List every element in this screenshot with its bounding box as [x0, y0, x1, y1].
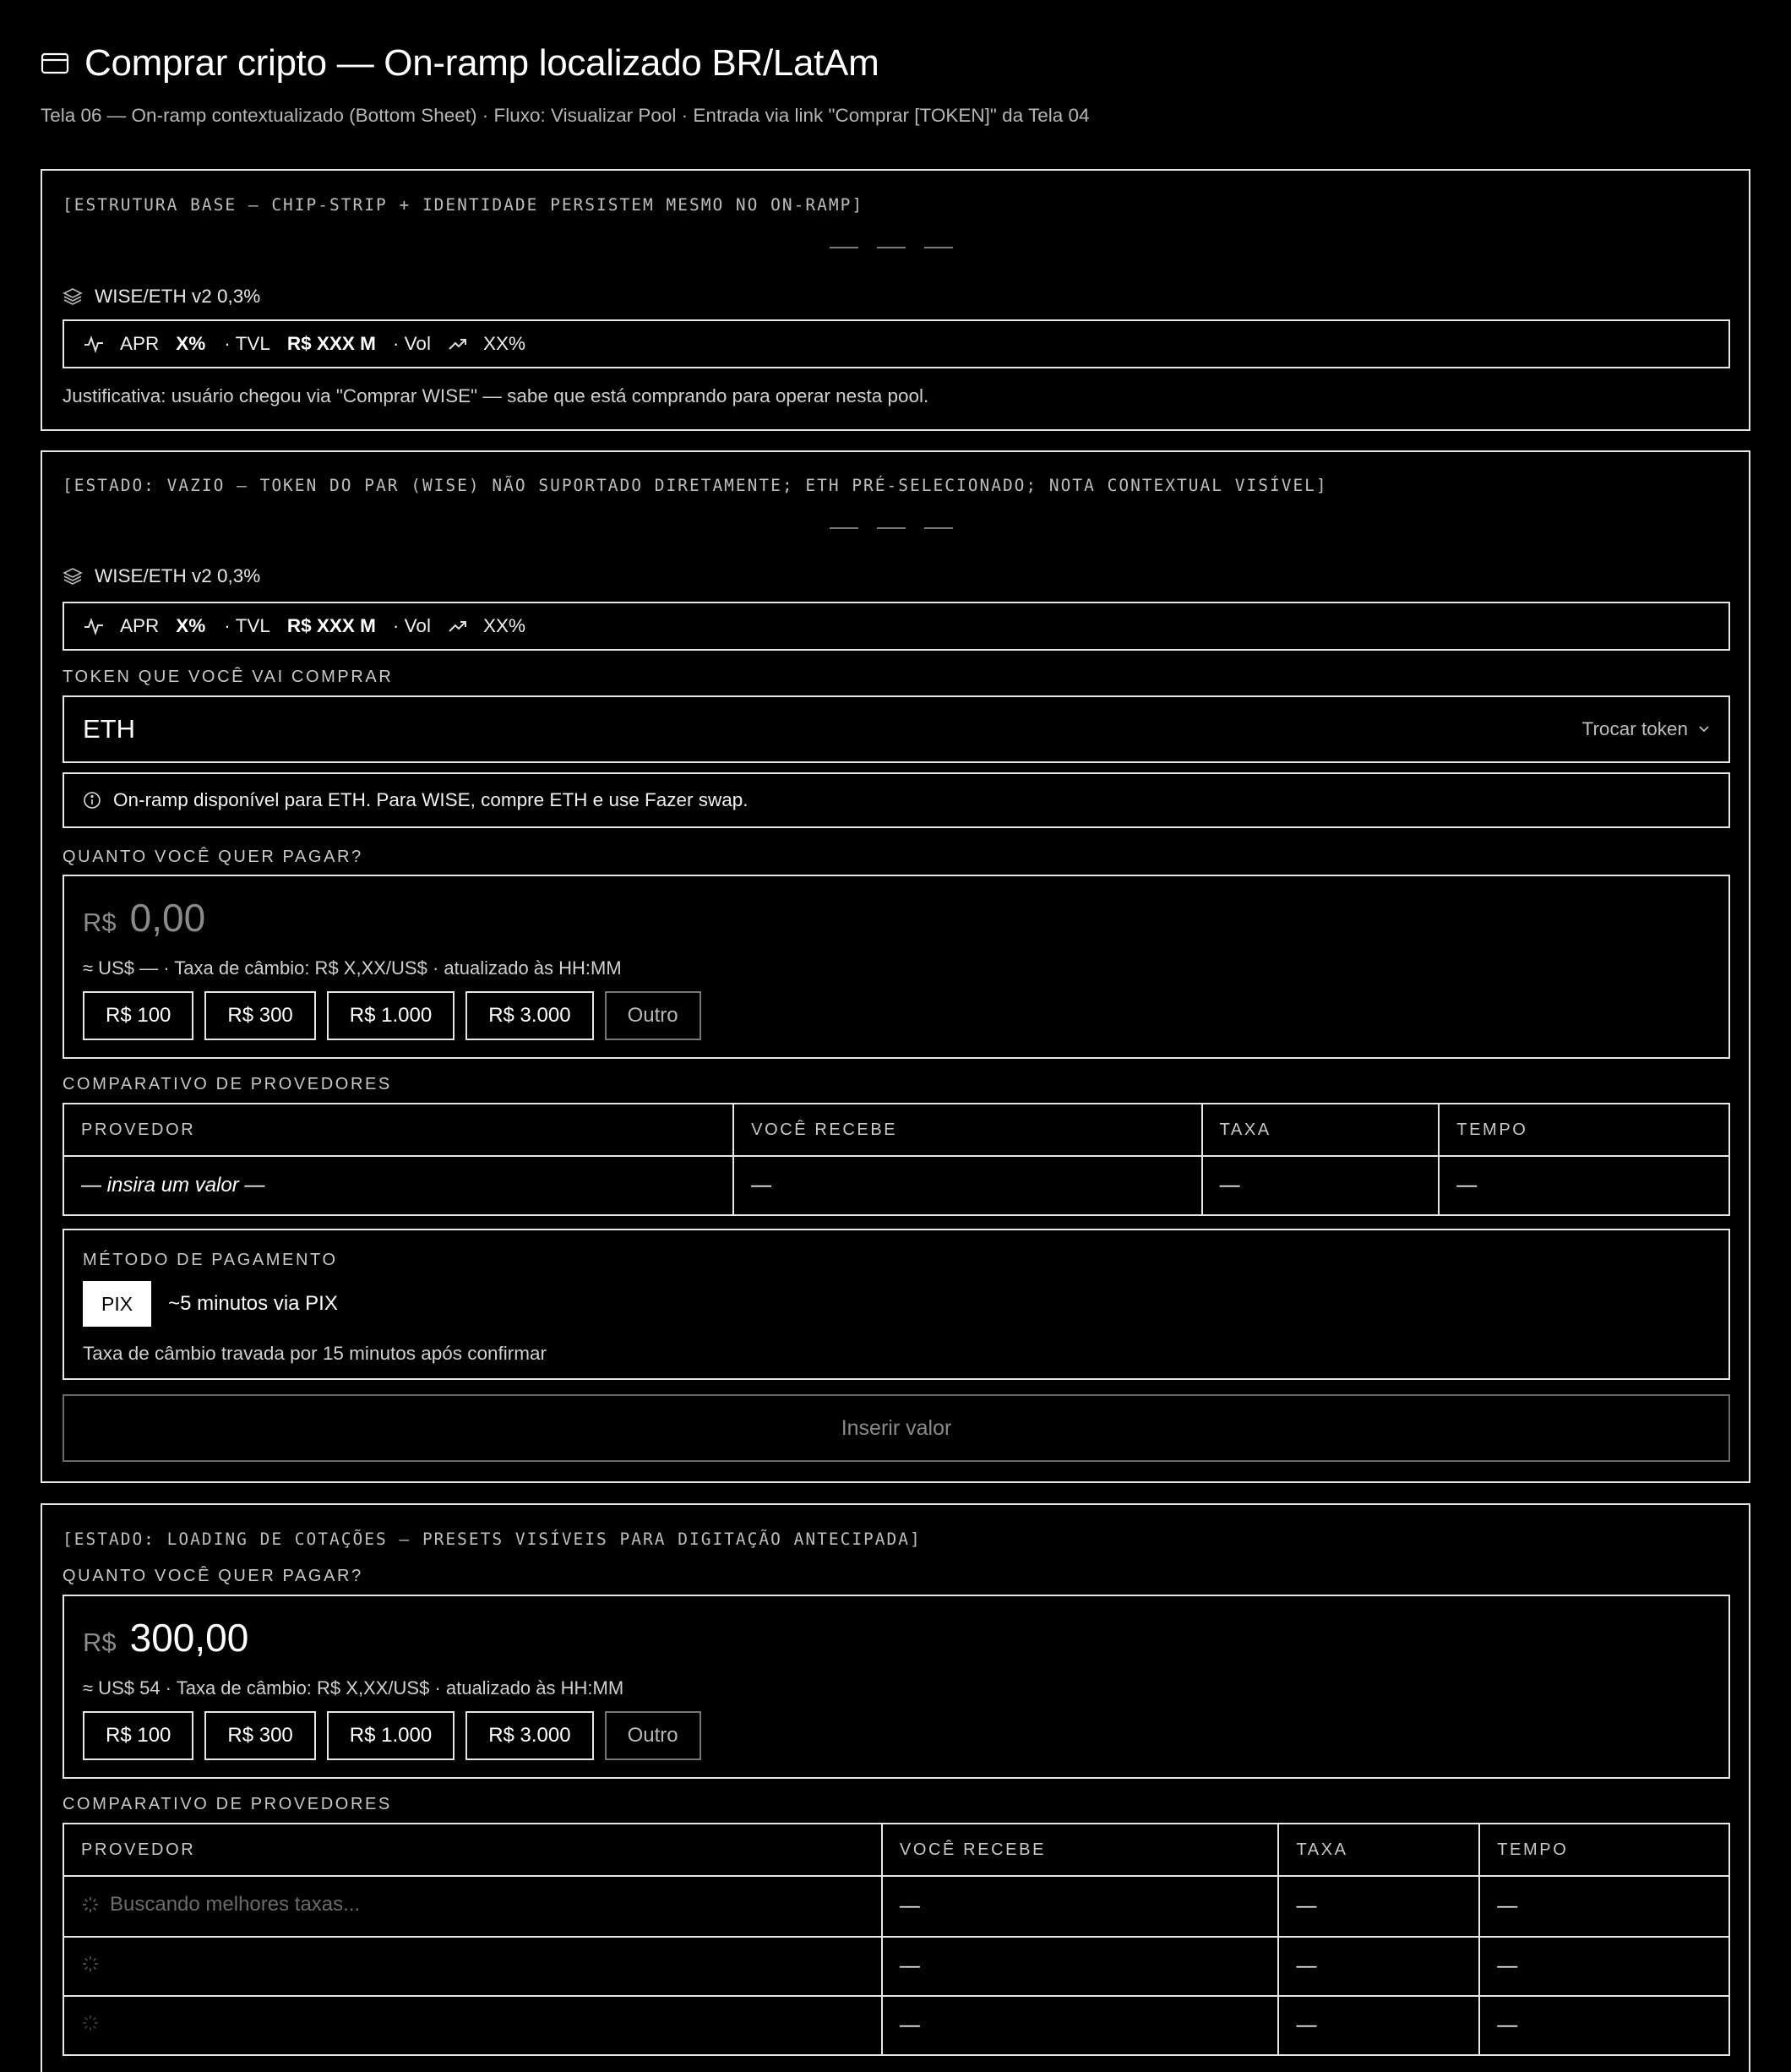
fx-rate: ≈ US$ 54 · Taxa de câmbio: R$ X,XX/US$ · atualizado às HH:MM — [83, 1677, 624, 1698]
time-cell: — — [1479, 1937, 1729, 1996]
currency-symbol: R$ — [83, 908, 117, 937]
amount-box — [63, 875, 1730, 1059]
payment-method-box — [63, 1229, 1730, 1380]
activity-icon — [83, 615, 105, 637]
table-row-loading — [63, 1876, 1729, 1937]
vol-value: XX% — [482, 615, 525, 636]
token-label: TOKEN QUE VOCÊ VAI COMPRAR — [63, 668, 394, 686]
swap-token-button[interactable] — [1582, 718, 1710, 740]
payment-label: MÉTODO DE PAGAMENTO — [83, 1251, 338, 1269]
time-cell: — — [1479, 1876, 1729, 1937]
contextual-note — [63, 772, 1730, 828]
token-name: ETH — [83, 714, 135, 744]
column-header: VOCÊ RECEBE — [733, 1104, 1201, 1156]
receive-cell: — — [882, 1937, 1279, 1996]
column-header: TAXA — [1278, 1824, 1479, 1876]
fee-cell: — — [1202, 1156, 1440, 1215]
receive-cell: — — [882, 1876, 1279, 1937]
loading-text: Buscando melhores taxas... — [110, 1893, 361, 1916]
provider-cell: — insira um valor — — [63, 1156, 733, 1215]
pool-name: WISE/ETH v2 0,3% — [95, 286, 261, 307]
tvl-value: R$ XXX M — [286, 615, 376, 636]
column-header: VOCÊ RECEBE — [882, 1824, 1279, 1876]
amount-label: QUANTO VOCÊ QUER PAGAR? — [63, 1567, 363, 1585]
drag-handle[interactable] — [830, 247, 953, 248]
apr-label: APR — [120, 615, 160, 636]
tvl-label: · TVL — [224, 615, 270, 636]
table-row-loading — [63, 1996, 1729, 2055]
section-tag: [ESTADO: LOADING DE COTAÇÕES — PRESETS VISÍVEIS PARA DIGITAÇÃO ANTECIPADA] — [63, 1529, 922, 1549]
receive-cell: — — [882, 1996, 1279, 2055]
table-header-row — [63, 1824, 1729, 1876]
table-row-loading — [63, 1937, 1729, 1996]
payment-note: Taxa de câmbio travada por 15 minutos após confirmar — [83, 1343, 547, 1364]
chip-strip — [63, 602, 1730, 651]
pool-name: WISE/ETH v2 0,3% — [95, 565, 261, 586]
chevron-down-icon — [1698, 725, 1710, 733]
tvl-value: R$ XXX M — [286, 333, 376, 354]
section-base-structure — [41, 169, 1750, 431]
fx-rate: ≈ US$ — · Taxa de câmbio: R$ X,XX/US$ · atualizado às HH:MM — [83, 957, 622, 979]
column-header: TEMPO — [1439, 1104, 1729, 1156]
time-cell: — — [1479, 1996, 1729, 2055]
amount-box — [63, 1595, 1730, 1779]
column-header: TEMPO — [1479, 1824, 1729, 1876]
pool-identity — [63, 565, 260, 587]
layers-icon — [63, 286, 83, 307]
preset-button[interactable]: R$ 100 — [83, 1711, 193, 1760]
preset-group — [83, 1711, 701, 1760]
preset-other-button[interactable]: Outro — [605, 991, 701, 1040]
table-header-row — [63, 1104, 1729, 1156]
chip-strip — [63, 319, 1730, 368]
fee-cell: — — [1278, 1937, 1479, 1996]
table-row — [63, 1156, 1729, 1215]
info-icon — [83, 791, 101, 810]
apr-label: APR — [120, 333, 160, 354]
amount-value: 0,00 — [129, 896, 206, 940]
trending-up-icon — [448, 335, 468, 352]
preset-button[interactable]: R$ 3.000 — [465, 991, 593, 1040]
currency-symbol: R$ — [83, 1628, 117, 1657]
apr-value: X% — [176, 615, 206, 636]
page-title: Comprar cripto — On-ramp localizado BR/LatAm — [84, 42, 879, 84]
token-selector[interactable] — [63, 695, 1730, 763]
preset-group — [83, 991, 701, 1040]
insert-value-button[interactable]: Inserir valor — [63, 1394, 1730, 1462]
fee-cell: — — [1278, 1996, 1479, 2055]
section-tag: [ESTRUTURA BASE — CHIP-STRIP + IDENTIDADE PERSISTEM MESMO NO ON-RAMP] — [63, 195, 864, 215]
vol-label: · Vol — [392, 333, 431, 354]
fee-cell: — — [1278, 1876, 1479, 1937]
page-header — [41, 42, 879, 85]
column-header: TAXA — [1202, 1104, 1440, 1156]
column-header: PROVEDOR — [63, 1104, 733, 1156]
provider-cell — [63, 1937, 882, 1996]
preset-button[interactable]: R$ 300 — [204, 991, 315, 1040]
providers-table — [63, 1823, 1730, 2056]
payment-row — [83, 1281, 338, 1327]
swap-token-label: Trocar token — [1581, 718, 1688, 739]
section-empty-state — [41, 450, 1750, 1483]
justification-text: Justificativa: usuário chegou via "Comprar WISE" — sabe que está comprando para operar nesta pool. — [63, 385, 929, 406]
provider-cell — [63, 1876, 882, 1937]
drag-handle[interactable] — [830, 527, 953, 529]
page-subtitle: Tela 06 — On-ramp contextualizado (Bottom Sheet) · Fluxo: Visualizar Pool · Entrada via link "Comprar [TOKEN]" da Tela 04 — [41, 105, 1090, 126]
providers-label: COMPARATIVO DE PROVEDORES — [63, 1075, 392, 1093]
preset-button[interactable]: R$ 3.000 — [465, 1711, 593, 1760]
layers-icon — [63, 566, 83, 586]
spinner-icon — [81, 1895, 100, 1914]
spinner-icon — [81, 2014, 100, 2032]
tvl-label: · TVL — [224, 333, 270, 354]
amount-input[interactable] — [83, 1615, 248, 1660]
column-header: PROVEDOR — [63, 1824, 882, 1876]
preset-button[interactable]: R$ 100 — [83, 991, 193, 1040]
section-loading-state — [41, 1503, 1750, 2072]
card-icon — [41, 52, 69, 74]
note-text: On-ramp disponível para ETH. Para WISE, compre ETH e use Fazer swap. — [113, 789, 749, 810]
preset-other-button[interactable]: Outro — [605, 1711, 701, 1760]
pix-method-button[interactable]: PIX — [83, 1281, 151, 1327]
provider-cell — [63, 1996, 882, 2055]
preset-button[interactable]: R$ 1.000 — [327, 991, 455, 1040]
providers-label: COMPARATIVO DE PROVEDORES — [63, 1795, 392, 1813]
spinner-icon — [81, 1955, 100, 1973]
preset-button[interactable]: R$ 1.000 — [327, 1711, 455, 1760]
payment-time: ~5 minutos via PIX — [168, 1292, 338, 1315]
vol-value: XX% — [482, 333, 525, 354]
time-cell: — — [1439, 1156, 1729, 1215]
amount-value: 300,00 — [129, 1616, 249, 1660]
pool-identity — [63, 286, 260, 308]
amount-input[interactable] — [83, 895, 205, 941]
receive-cell: — — [733, 1156, 1201, 1215]
vol-label: · Vol — [392, 615, 431, 636]
preset-button[interactable]: R$ 300 — [204, 1711, 315, 1760]
activity-icon — [83, 333, 105, 355]
trending-up-icon — [448, 618, 468, 635]
amount-label: QUANTO VOCÊ QUER PAGAR? — [63, 848, 363, 866]
apr-value: X% — [176, 333, 206, 354]
providers-table — [63, 1103, 1730, 1216]
section-tag: [ESTADO: VAZIO — TOKEN DO PAR (WISE) NÃO SUPORTADO DIRETAMENTE; ETH PRÉ-SELECIONADO; NOTA CONTEXTUAL VISÍVEL] — [63, 476, 1328, 495]
